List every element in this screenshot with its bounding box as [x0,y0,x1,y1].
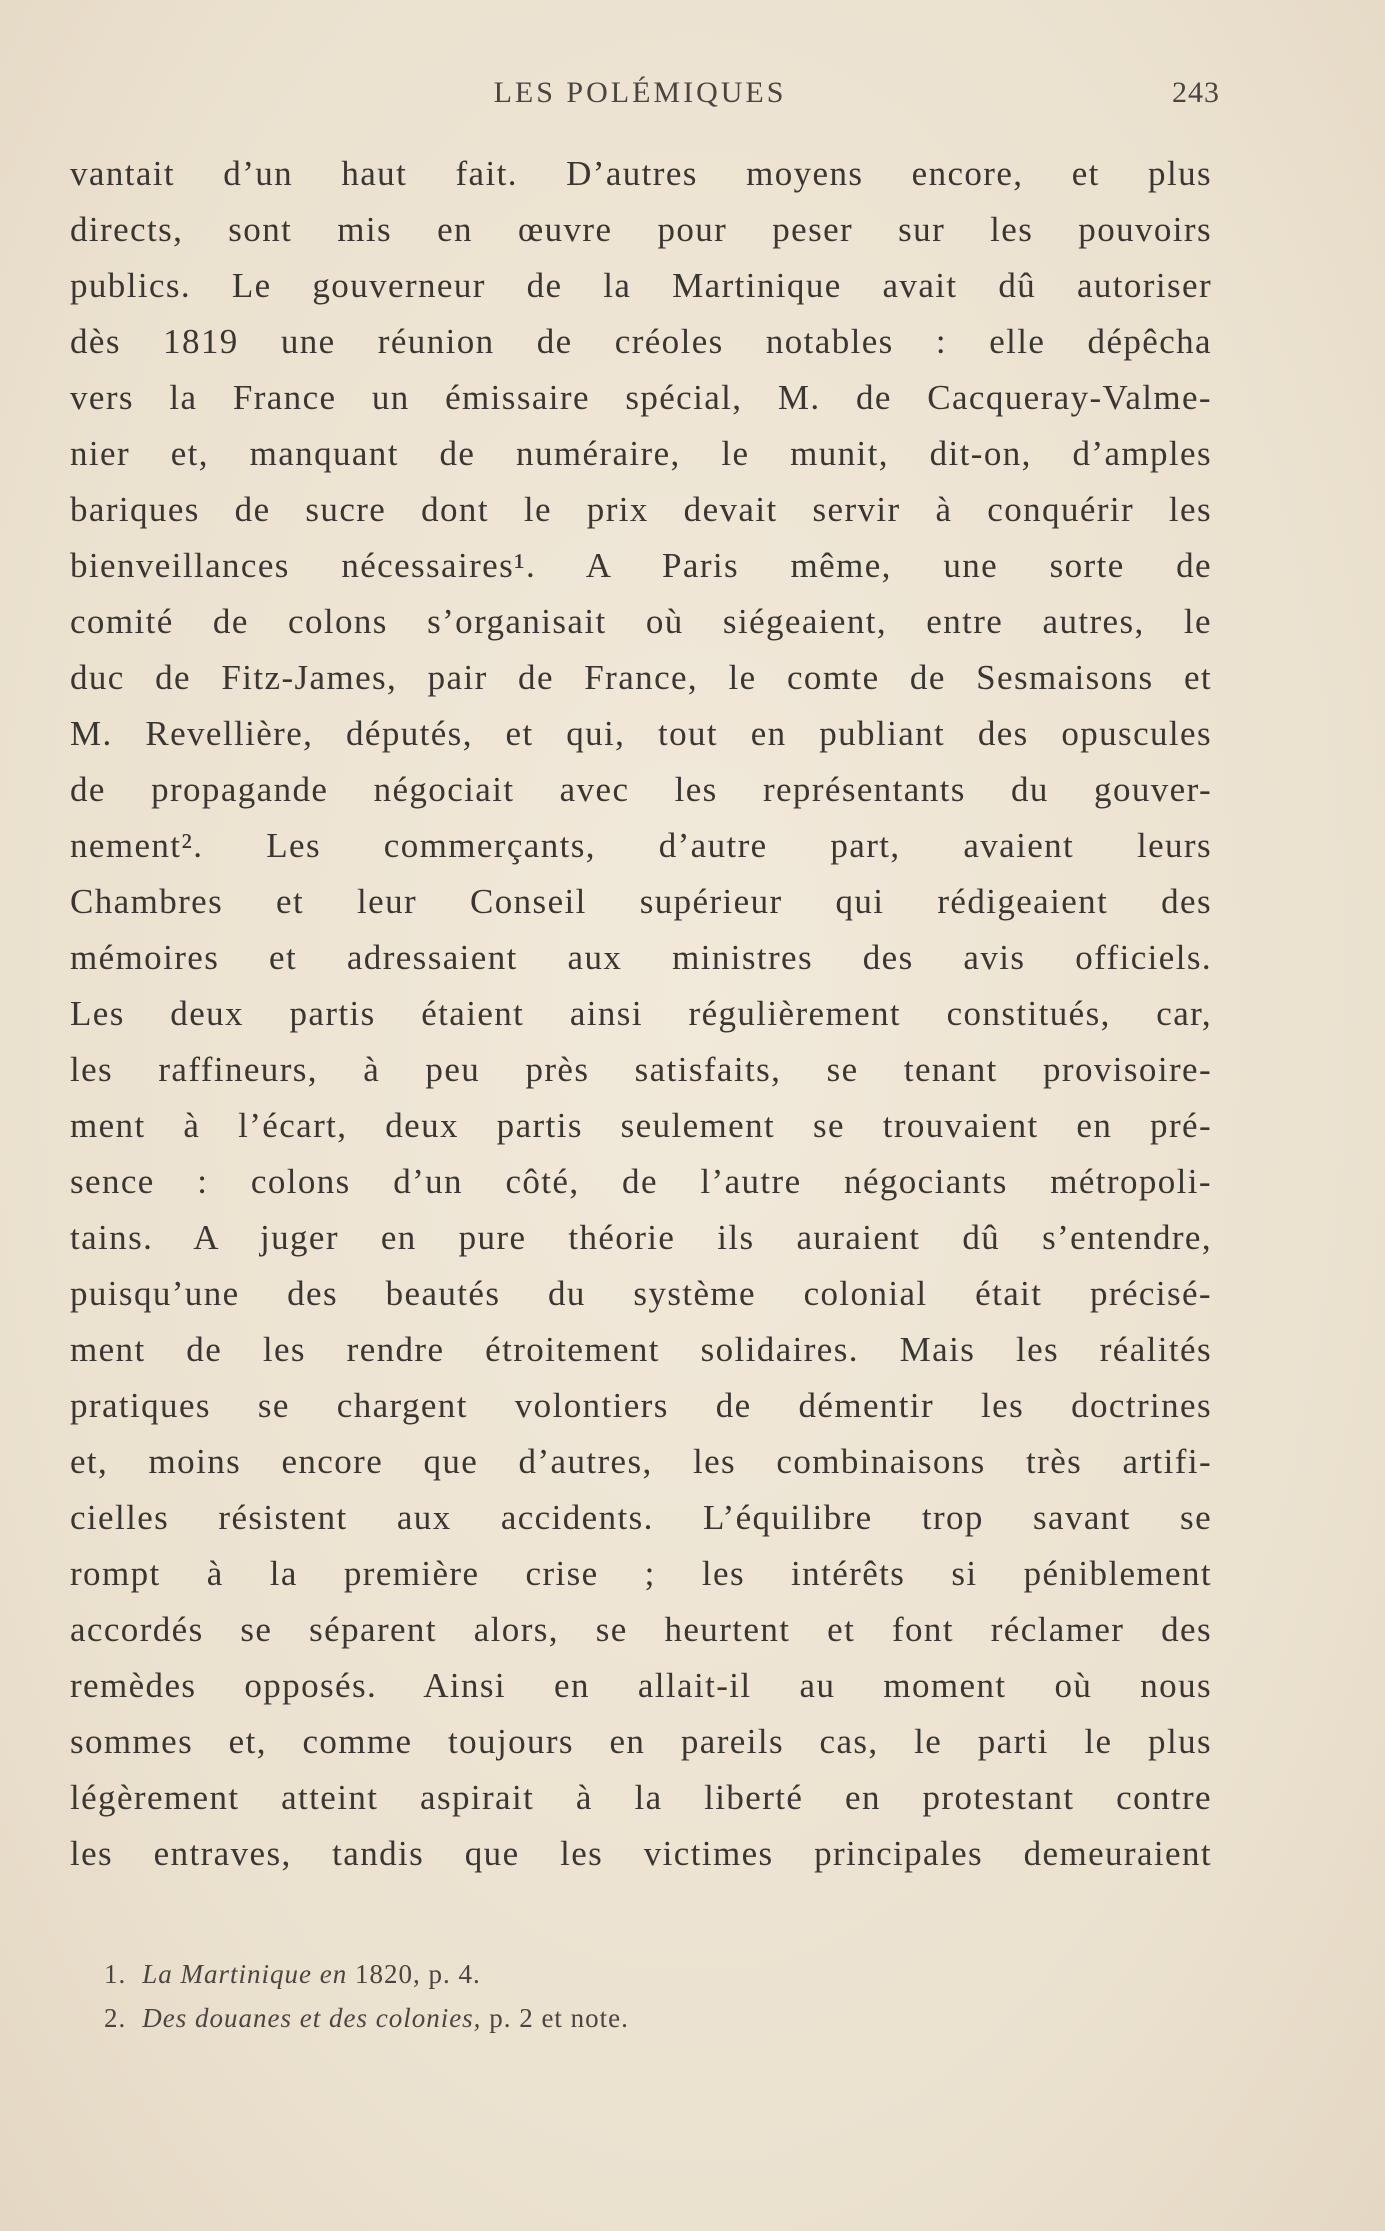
body-text [70,146,1212,1882]
text-line: Les deux partis étaient ainsi régulièrement constitués, car, [70,994,1212,1033]
text-line: comité de colons s’organisait où siégeaient, entre autres, le [70,602,1212,641]
text-line: vers la France un émissaire spécial, M. de Cacqueray-Valme- [70,378,1212,417]
text-line: M. Revellière, députés, et qui, tout en publiant des opuscules [70,714,1212,753]
text-line: vantait d’un haut fait. D’autres moyens encore, et plus [70,154,1212,193]
page-number: 243 [1172,76,1220,109]
text-line: bienveillances nécessaires¹. A Paris même, une sorte de [70,546,1212,585]
running-head [0,76,1385,116]
footnotes [104,1952,1004,2040]
text-line: publics. Le gouverneur de la Martinique avait dû autoriser [70,266,1212,305]
footnote-number: 1. [104,1959,127,1989]
text-line: mémoires et adressaient aux ministres des avis officiels. [70,938,1212,977]
footnote-number: 2. [104,2003,127,2033]
text-line: les entraves, tandis que les victimes principales demeuraient [70,1834,1212,1873]
footnote-title: La Martinique en [142,1959,348,1989]
footnote [104,1952,1004,1996]
footnote [104,1996,1004,2040]
text-line: légèrement atteint aspirait à la liberté en protestant contre [70,1778,1212,1817]
footnote-title: Des douanes et des colonies, [142,2003,482,2033]
text-line: cielles résistent aux accidents. L’équilibre trop savant se [70,1498,1212,1537]
text-line: et, moins encore que d’autres, les combinaisons très artifi- [70,1442,1212,1481]
text-line: dès 1819 une réunion de créoles notables : elle dépêcha [70,322,1212,361]
text-line: nier et, manquant de numéraire, le munit, dit-on, d’amples [70,434,1212,473]
text-line: accordés se séparent alors, se heurtent et font réclamer des [70,1610,1212,1649]
text-line: duc de Fitz-James, pair de France, le comte de Sesmaisons et [70,658,1212,697]
text-line: tains. A juger en pure théorie ils auraient dû s’entendre, [70,1218,1212,1257]
text-line: ment à l’écart, deux partis seulement se trouvaient en pré- [70,1106,1212,1145]
text-line: directs, sont mis en œuvre pour peser sur les pouvoirs [70,210,1212,249]
footnote-reference: 1820, p. 4. [347,1959,481,1989]
text-line: nement². Les commerçants, d’autre part, avaient leurs [70,826,1212,865]
text-line: ment de les rendre étroitement solidaires. Mais les réalités [70,1330,1212,1369]
text-line: puisqu’une des beautés du système colonial était précisé- [70,1274,1212,1313]
text-line: pratiques se chargent volontiers de démentir les doctrines [70,1386,1212,1425]
text-line: bariques de sucre dont le prix devait servir à conquérir les [70,490,1212,529]
text-line: sommes et, comme toujours en pareils cas, le parti le plus [70,1722,1212,1761]
text-line: les raffineurs, à peu près satisfaits, se tenant provisoire- [70,1050,1212,1089]
text-line: remèdes opposés. Ainsi en allait-il au moment où nous [70,1666,1212,1705]
text-line: Chambres et leur Conseil supérieur qui rédigeaient des [70,882,1212,921]
running-head-title: LES POLÉMIQUES [493,76,787,109]
footnote-reference: p. 2 et note. [481,2003,629,2033]
text-line: de propagande négociait avec les représentants du gouver- [70,770,1212,809]
text-line: sence : colons d’un côté, de l’autre négociants métropoli- [70,1162,1212,1201]
text-line: rompt à la première crise ; les intérêts si péniblement [70,1554,1212,1593]
